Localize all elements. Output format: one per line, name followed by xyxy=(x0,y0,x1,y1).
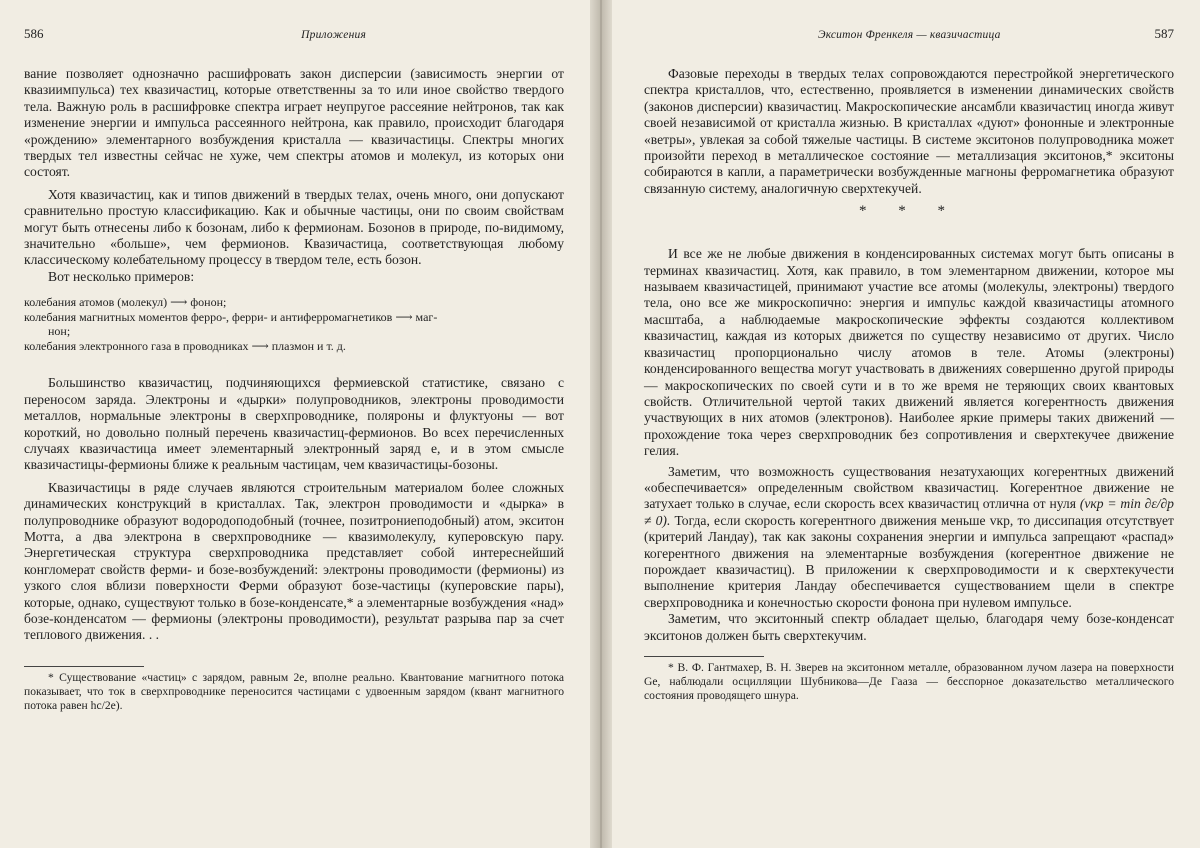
example-magnon-cont: нон; xyxy=(48,324,71,339)
left-running-title: Приложения xyxy=(301,29,366,41)
critical-velocity-formula: (vкр = min ∂ε/∂p ≠ 0). xyxy=(644,496,1174,528)
section-separator: * * * xyxy=(859,203,959,220)
right-paragraph-1: Фазовые переходы в твердых телах сопровождаются перестройкой энергетического спектра кристаллов, что, естественно, проявляется в изменении динамических свойств (законов дисперсии) квазичастиц. Макроскопические ансамбли квазичастиц иногда живут своей независимой от кристалла жизнью. В кристаллах «дуют» фононные и электронные «ветры», увлекая за собой тяжелые частицы. В системе экситонов полупроводника может произойти переход в металлическое состояние — металлизация экситонов,* экситоны собираются в капли, а параметрически возбужденные магноны ферромагнетика образуют связанную систему, аналогичную сверхтекучей. xyxy=(644,66,1174,196)
example-phonon: колебания атомов (молекул) ⟶ фонон; xyxy=(24,295,227,310)
right-paragraph-3-end: Тогда, если скорость когерентного движения меньше vкр, то диссипация отсутствует (критерий Ландау), так как законы сохранения энергии и импульса запрещают «распад» когерентного движения на элементарные возбуждения (когерентное движение не порождает квазичастиц). В приложении к сверхпроводимости и к сверхтекучести выполнение критерия Ландау обеспечивается существованием щели в спектре сверхпроводника и конечностью скорости фонона при нулевом импульсе. xyxy=(644,512,1174,610)
left-page-number: 586 xyxy=(24,26,44,41)
right-page-header xyxy=(644,26,1174,42)
left-page xyxy=(0,0,598,848)
left-footnote: * Существование «частиц» с зарядом, равным 2e, вполне реально. Квантование магнитного потока показывает, что ток в сверхпроводнике переносится частицами с удвоенным зарядом (квант магнитного потока равен hc/2e). xyxy=(24,670,564,712)
example-plasmon: колебания электронного газа в проводниках ⟶ плазмон и т. д. xyxy=(24,338,346,353)
left-paragraph-3: Вот несколько примеров: xyxy=(48,268,195,284)
left-paragraph-1: вание позволяет однозначно расшифровать закон дисперсии (зависимость энергии от квазиимпульса) тех квазичастиц, которые ответственны за то или иное свойство твердого тела. Важную роль в расшифровке спектра играет неупругое рассеяние нейтронов, так как изменение энергии и импульса рассеянного нейтрона, как правило, происходит благодаря «рождению» элементарного возбуждения кристалла — квазичастицы. Спектры многих твердых тел известны сейчас не хуже, чем спектры атомов и молекул, из которых они состоят. xyxy=(24,66,564,180)
right-paragraph-3 xyxy=(644,464,1174,612)
right-running-title: Экситон Френкеля — квазичастица xyxy=(818,29,1001,41)
right-paragraph-3-start: Заметим, что возможность существования незатухающих когерентных движений «обеспечивается» определенным свойством квазичастиц. Когерентное движение не затухает только в случае, если скорость всех квазичастиц отлична от нуля xyxy=(644,463,1174,512)
left-paragraph-2: Хотя квазичастиц, как и типов движений в твердых телах, очень много, они допускают сравнительно простую классификацию. Как и обычные частицы, они по своим свойствам могут быть отнесены либо к бозонам, либо к фермионам. Бозонов в природе, по-видимому, значительно «больше», чем фермионов. Квазичастица, соответствующая любому классическому колебательному процессу в твердом теле, есть бозон. xyxy=(24,186,564,268)
left-paragraph-4: Большинство квазичастиц, подчиняющихся фермиевской статистике, связано с переносом заряда. Электроны и «дырки» полупроводников, электроны проводимости металлов, нормальные электроны в сверхпроводнике, поляроны и флуктуоны — вот короткий, но довольно полный перечень квазичастиц-фермионов. Во всех перечисленных случаях квазичастица имеет элементарный электронный заряд e, и в этом смысле квазичастицы-фермионы ближе к реальным частицам, чем квазичастицы-бозоны. xyxy=(24,375,564,473)
right-footnote-rule xyxy=(644,656,764,657)
example-magnon: колебания магнитных моментов ферро-, ферри- и антиферромагнетиков ⟶ маг- xyxy=(24,309,438,324)
book-gutter xyxy=(590,0,612,848)
right-footnote: * В. Ф. Гантмахер, В. Н. Зверев на экситонном металле, образованном лучом лазера на поверхности Ge, наблюдали осцилляции Шубникова—Де Гааза — бесспорное доказательство металлического состояния проводящего шнура. xyxy=(644,661,1174,702)
right-page-number: 587 xyxy=(1154,26,1174,41)
examples-list xyxy=(24,295,564,353)
right-paragraph-4: Заметим, что экситонный спектр обладает щелью, благодаря чему бозе-конденсат экситонов должен быть сверхтекучим. xyxy=(644,611,1174,643)
left-paragraph-5: Квазичастицы в ряде случаев являются строительным материалом более сложных динамических конструкций в кристаллах. Так, электрон проводимости и «дырка» в полупроводнике образуют водородоподобный (точнее, позитрониеподобный) атом, экситон Мотта, а два электрона в сверхпроводнике — квазимолекулу, куперовскую пару. Энергетическая структура сверхпроводника представляет собой интереснейший конгломерат свойств ферми- и бозе-возбуждений: электроны проводимости (фермионы) из узкого слоя вблизи поверхности Ферми образуют бозе-частицы (куперовские пары), которые, однако, существуют только в бозе-конденсате,* а элементарные возбуждения «над» бозе-конденсатом — фермионы (электроны проводимости), результат разрыва пар за счет теплового движения. . . xyxy=(24,479,564,643)
left-footnote-rule xyxy=(24,666,144,667)
right-paragraph-2: И все же не любые движения в конденсированных системах могут быть описаны в терминах квазичастиц. Хотя, как правило, в том элементарном движении, которое мы называем квазичастицей, принимают участие все атомы (молекулы, электроны) твердого тела, оно все же микроскопично: энергия и импульс каждой квазичастицы атомного масштаба, а наблюдаемые макроскопические эффекты создаются коллективом квазичастиц, каждая из которых движется по существу независимо от других. Число квазичастиц пропорционально числу атомов в теле. Атомы (электроны) конденсированного вещества могут участвовать в движениях совершенно другой природы — макроскопических по своей сути и в то же время не теряющих своих квантовых свойств. Отличительной чертой таких движений является когерентность движения участвующих в них атомов (электронов). Наиболее яркие примеры таких движений — прохождение тока через сверхпроводник без сопротивления и сверхтекучее движение гелия. xyxy=(644,246,1174,459)
left-page-header xyxy=(24,26,564,42)
right-page xyxy=(598,0,1200,848)
